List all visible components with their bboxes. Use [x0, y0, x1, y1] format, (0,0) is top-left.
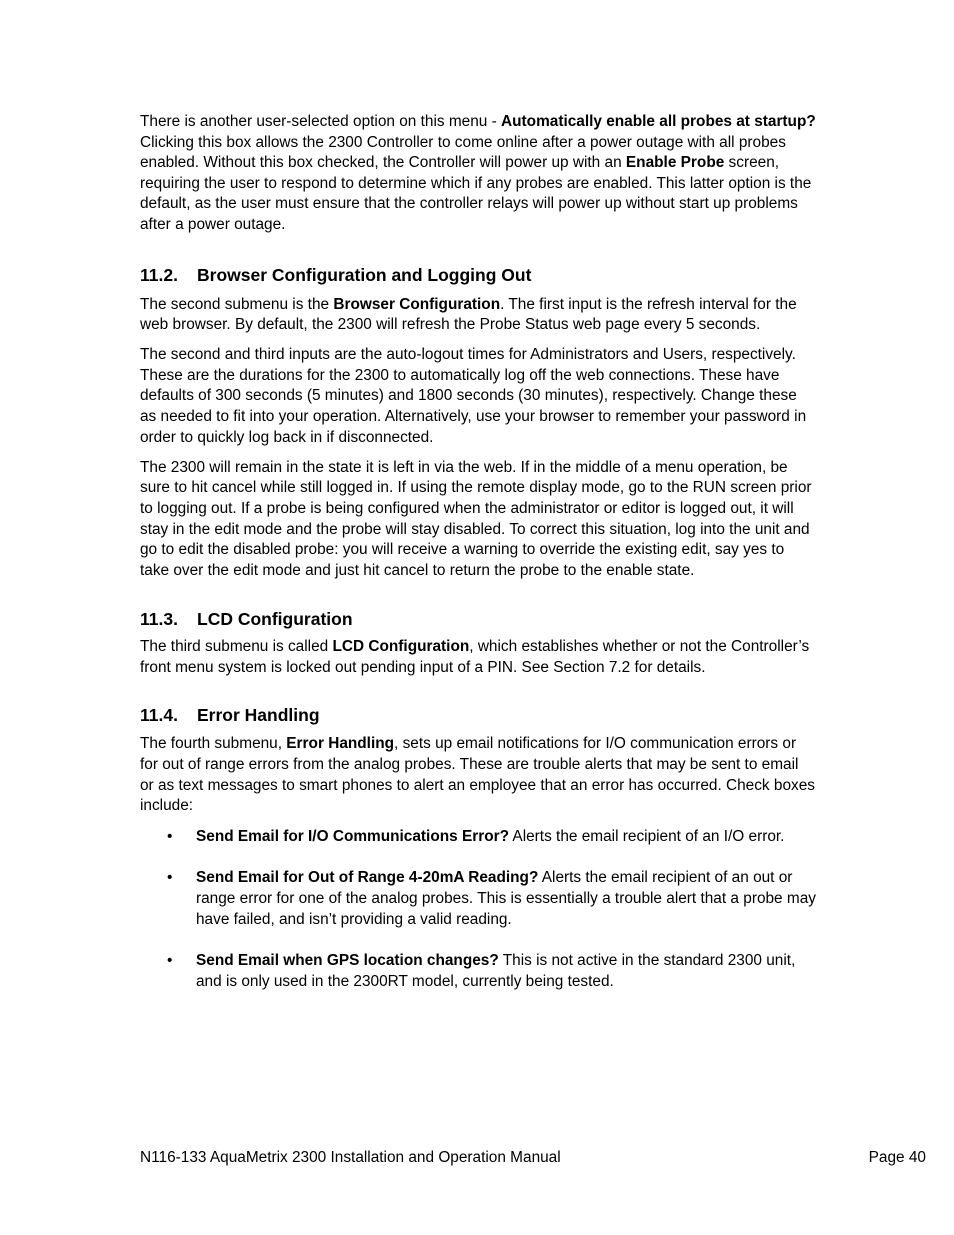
error-checkbox-list	[140, 827, 816, 993]
text-run: The fourth submenu,	[140, 735, 287, 753]
lcd-config-paragraph	[140, 637, 816, 678]
intro-paragraph	[140, 112, 816, 236]
section-title: Browser Configuration and Logging Out	[197, 264, 532, 285]
text-run: , which establishes whether or not the Controller’s front menu system is locked out pending input of a PIN. See Section 7.2 for details.	[140, 638, 810, 676]
bold-term: Send Email when GPS location changes?	[196, 952, 499, 970]
intro-text-2: Clicking this box allows the 2300 Controller to come online after a power outage with all probes enabled. Without this box checked, the Controller will power up with an	[140, 133, 786, 172]
intro-bold-enable-probe: Enable Probe	[625, 154, 725, 172]
list-item	[140, 827, 816, 848]
list-item	[140, 868, 816, 930]
bullet-icon: •	[167, 827, 173, 845]
section-title: LCD Configuration	[197, 609, 353, 630]
text-run: Alerts the email recipient of an out or range error for one of the analog probes. This is essentially a trouble alert that a probe may have failed, and isn’t providing a valid reading.	[196, 869, 816, 928]
text-run: The second submenu is the	[140, 295, 334, 313]
section-heading-11-4	[140, 704, 816, 726]
section-heading-11-2	[140, 264, 816, 286]
browser-config-paragraph-2: The second and third inputs are the auto-logout times for Administrators and Users, respectively. These are the durations for the 2300 to automatically log off the web connections. These have defaults of 300 seconds (5 minutes) and 1800 seconds (30 minutes), respectively. Change these as needed to fit into your operation. Alternatively, use your browser to remember your password in order to quickly log back in if disconnected.	[140, 346, 807, 446]
browser-config-paragraph-1	[140, 295, 816, 336]
bold-term: Send Email for Out of Range 4-20mA Reading?	[196, 869, 539, 887]
section-number: 11.4.	[140, 705, 178, 726]
section-number: 11.3.	[140, 609, 178, 630]
bold-term: Error Handling	[286, 735, 395, 753]
intro-text-3: screen, requiring the user to respond to determine which if any probes are enabled. This latter option is the default, as the user must ensure that the controller relays will power up without start up problems after a power outage.	[140, 154, 812, 233]
bullet-icon: •	[167, 869, 173, 887]
list-item	[140, 951, 816, 992]
text-run: . The first input is the refresh interval for the web browser. By default, the 2300 will refresh the Probe Status web page every 5 seconds.	[140, 295, 797, 334]
document-body	[140, 112, 816, 1013]
intro-bold-option: Automatically enable all probes at startup?	[501, 113, 816, 130]
bullet-icon: •	[167, 952, 173, 970]
intro-text-1: There is another user-selected option on this menu -	[140, 113, 502, 130]
bold-term: Browser Configuration	[333, 295, 501, 313]
section-heading-11-3	[140, 608, 816, 630]
error-handling-paragraph	[140, 734, 816, 816]
bold-term: LCD Configuration	[332, 638, 470, 656]
text-run: , sets up email notifications for I/O communication errors or for out of range errors from the analog probes. These are trouble alerts that may be sent to email or as text messages to smart phones to alert an employee that an error has occurred. Check boxes include:	[140, 735, 815, 815]
text-run: Alerts the email recipient of an I/O error.	[509, 827, 785, 845]
bold-term: Send Email for I/O Communications Error?	[196, 827, 509, 845]
footer-manual-title: N116-133 AquaMetrix 2300 Installation and Operation Manual	[140, 1149, 561, 1166]
section-number: 11.2.	[140, 264, 178, 285]
browser-config-paragraph-3: The 2300 will remain in the state it is left in via the web. If in the middle of a menu operation, be sure to hit cancel while still logged in. If using the remote display mode, go to the RUN screen prior to logging out. If a probe is being configured when the administrator or editor is logged out, it will stay in the edit mode and the probe will stay disabled. To correct this situation, log into the unit and go to edit the disabled probe: you will receive a warning to override the existing edit, say yes to take over the edit mode and just hit cancel to return the probe to the enable state.	[140, 458, 812, 579]
text-run: This is not active in the standard 2300 unit, and is only used in the 2300RT model, currently being tested.	[196, 952, 796, 990]
text-run: The third submenu is called	[140, 638, 333, 656]
section-title: Error Handling	[197, 705, 320, 726]
footer-page-number: Page 40	[868, 1149, 926, 1166]
